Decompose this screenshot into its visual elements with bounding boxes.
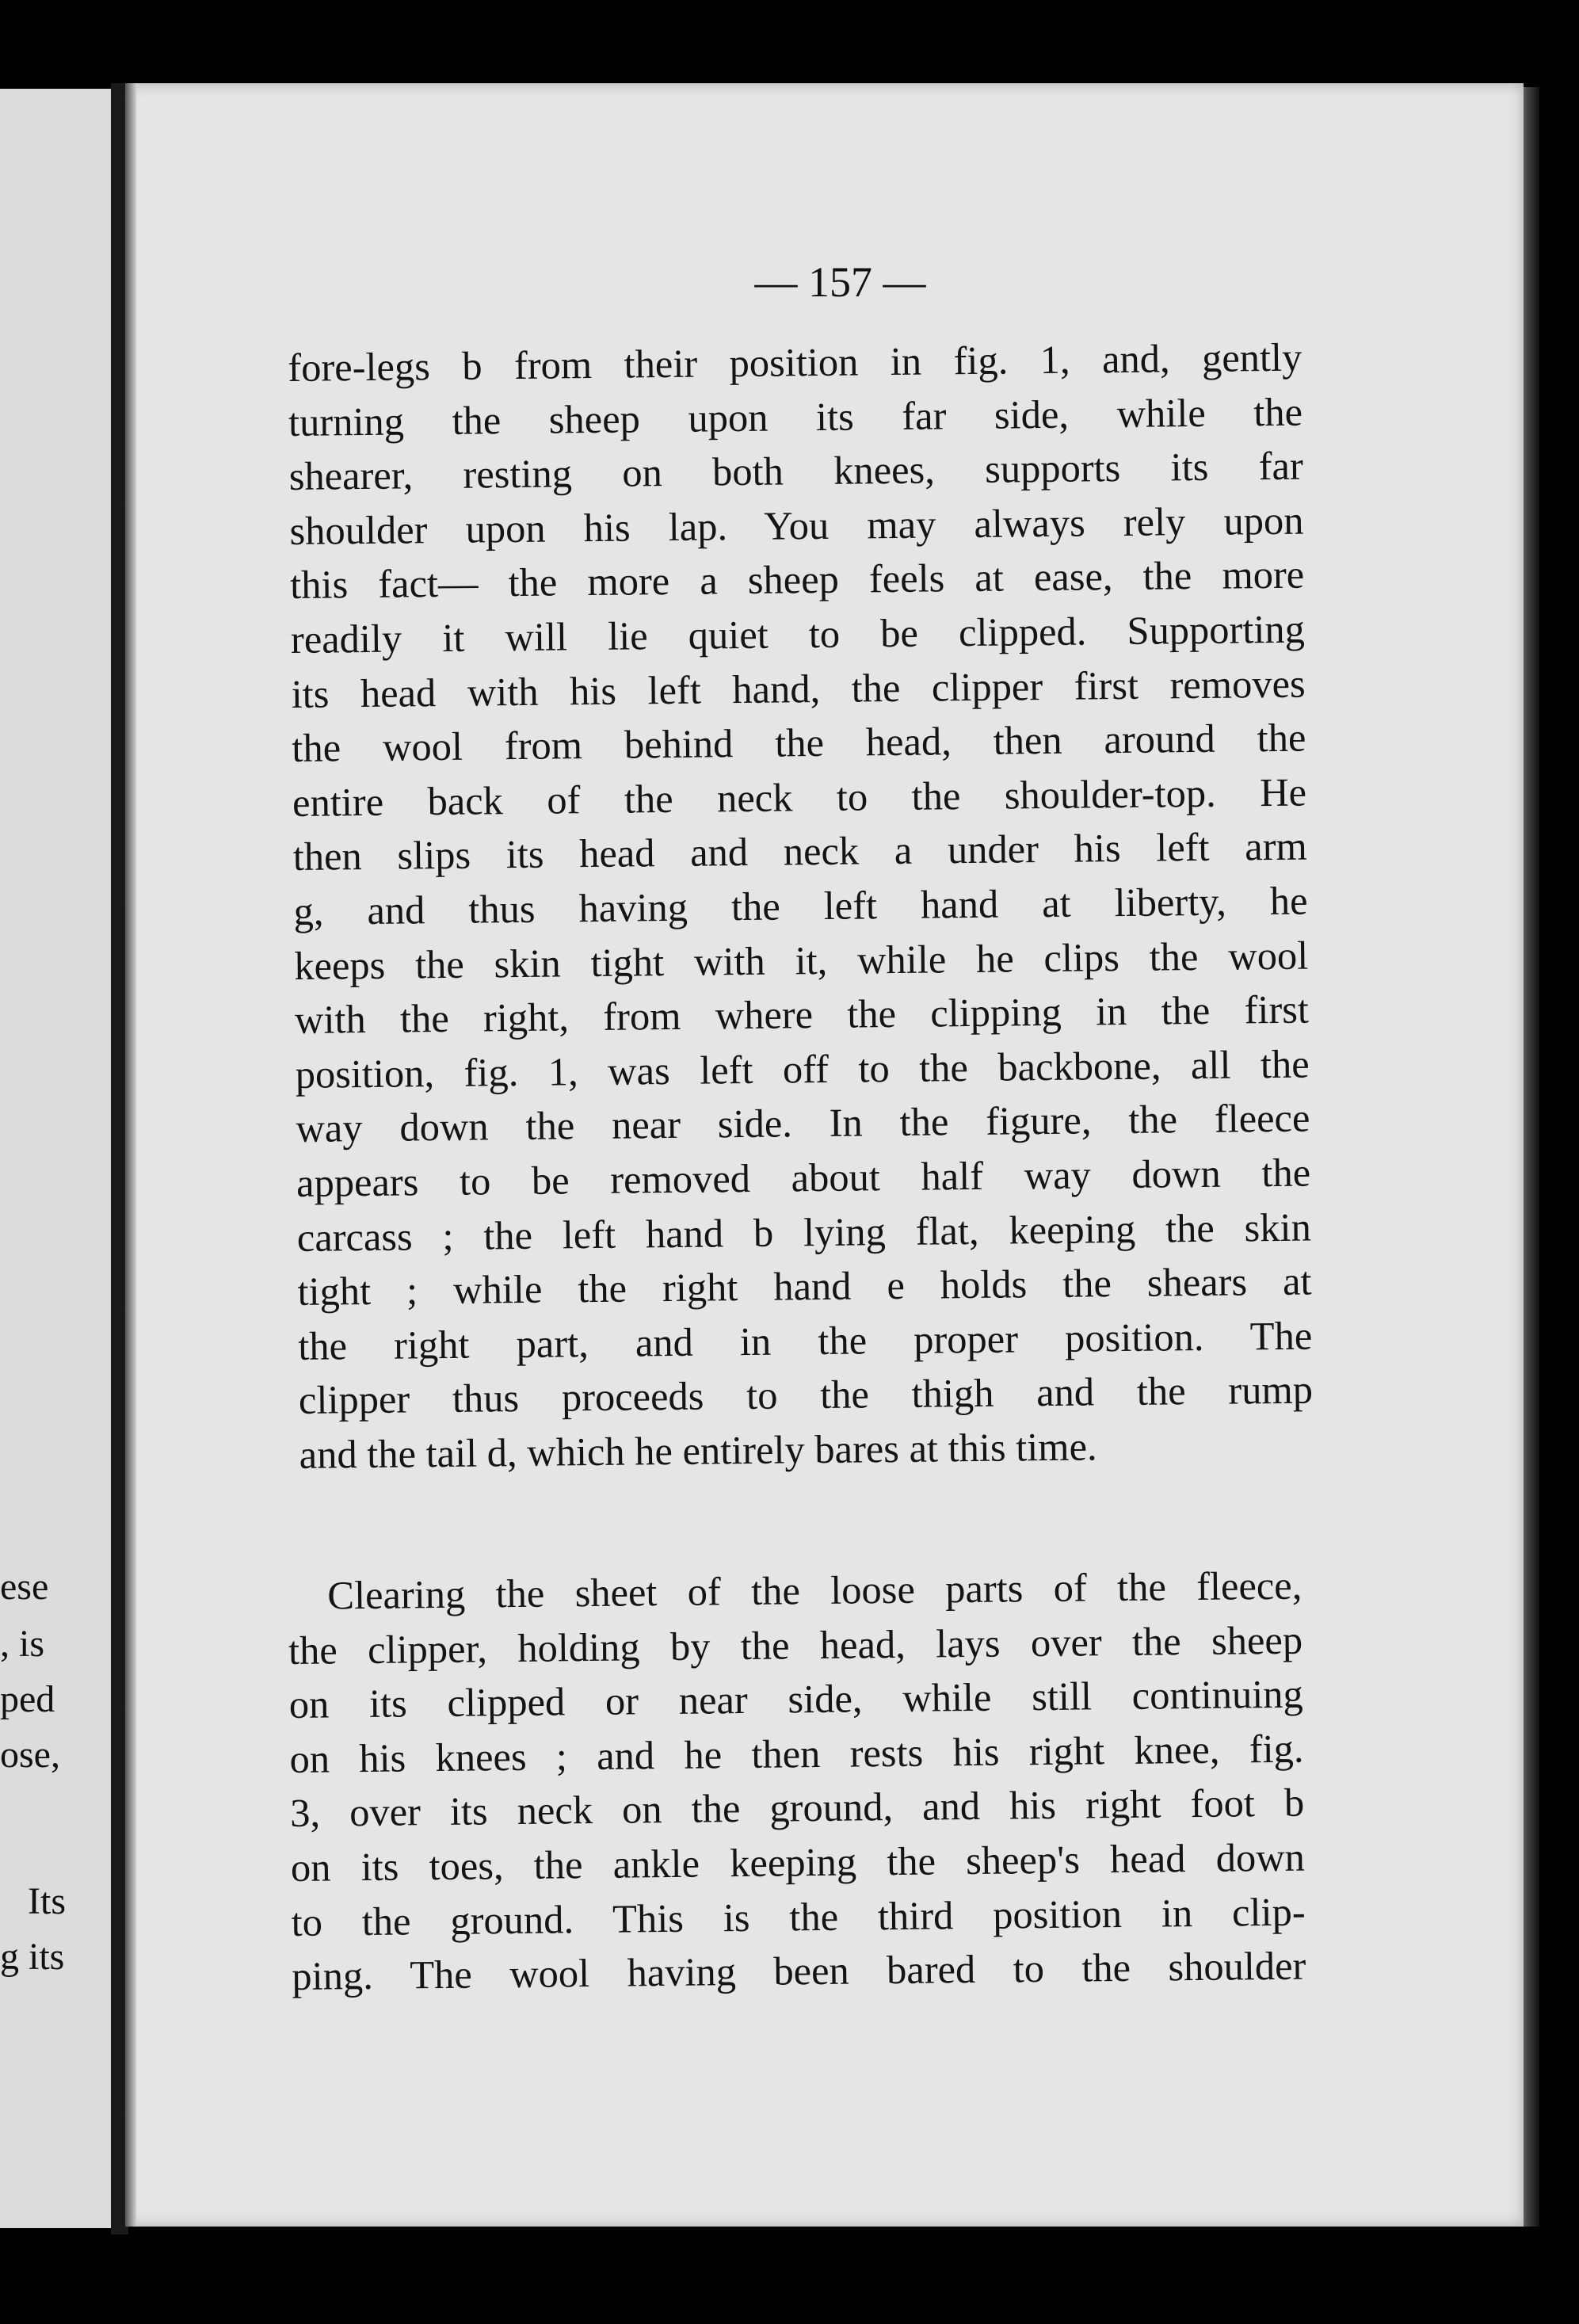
text-line: shearer, resting on both knees, supports its far — [288, 443, 1304, 499]
text-line: position, fig. 1, was left off to the backbone, all the — [295, 1041, 1310, 1097]
text-line: appears to be removed about half way down the — [296, 1150, 1311, 1205]
text-line: with the right, from where the clipping in the first — [294, 986, 1310, 1043]
text-line: the clipper, holding by the head, lays over the sheep — [288, 1617, 1303, 1673]
page-number: — 157 — — [754, 258, 926, 306]
text-line: and the tail d, which he entirely bares at this time. — [299, 1424, 1097, 1477]
text-line: this fact— the more a sheep feels at ease, the more — [289, 551, 1305, 608]
text-line: keeps the skin tight with it, while he clips the wool — [293, 933, 1309, 988]
text-line: its head with his left hand, the clipper first removes — [291, 661, 1306, 716]
text-line: Clearing the sheet of the loose parts of the fleece, — [327, 1563, 1302, 1618]
facing-page-fragment: Its — [28, 1880, 66, 1922]
text-line: fore-legs b from their position in fig. 1, and, gently — [288, 334, 1302, 390]
text-line: turning the sheep upon its far side, while the — [288, 389, 1303, 445]
paragraph-1 — [288, 330, 1314, 1483]
facing-page-fragment: ese — [0, 1566, 49, 1608]
facing-page-fragment: , is — [0, 1623, 45, 1665]
text-line: to the ground. This is the third position in clip- — [291, 1889, 1306, 1944]
paragraph-2 — [288, 1559, 1306, 2004]
text-line: the wool from behind the head, then around the — [292, 715, 1306, 771]
facing-page-fragment: ped — [0, 1678, 55, 1720]
book-page — [125, 83, 1524, 2227]
text-line: shoulder upon his lap. You may always rely upon — [289, 498, 1304, 553]
text-line: ping. The wool having been bared to the shoulder — [292, 1943, 1306, 1999]
text-line: g, and thus having the left hand at liberty, he — [293, 878, 1308, 933]
facing-page-fragment: ose, — [0, 1734, 60, 1776]
text-line: clipper thus proceeds to the thigh and the rump — [298, 1367, 1314, 1423]
text-line: 3, over its neck on the ground, and his right foot b — [289, 1780, 1305, 1836]
text-line: readily it will lie quiet to be clipped. Supporting — [290, 606, 1306, 662]
facing-page-fragment: g its — [0, 1936, 65, 1978]
text-line: entire back of the neck to the shoulder-top. He — [292, 769, 1307, 825]
text-line: carcass ; the left hand b lying flat, keeping the skin — [296, 1204, 1312, 1260]
text-line: on its clipped or near side, while still continuing — [288, 1671, 1304, 1727]
text-line: way down the near side. In the figure, the fleece — [296, 1095, 1310, 1151]
text-line: the right part, and in the proper position. The — [297, 1313, 1313, 1368]
text-line: then slips its head and neck a under his left arm — [292, 823, 1308, 880]
text-line: on his knees ; and he then rests his right knee, fig. — [289, 1726, 1304, 1781]
facing-page-edge — [0, 89, 119, 2228]
text-line: tight ; while the right hand e holds the shears at — [297, 1258, 1312, 1315]
text-line: on its toes, the ankle keeping the sheep's head down — [290, 1834, 1306, 1890]
